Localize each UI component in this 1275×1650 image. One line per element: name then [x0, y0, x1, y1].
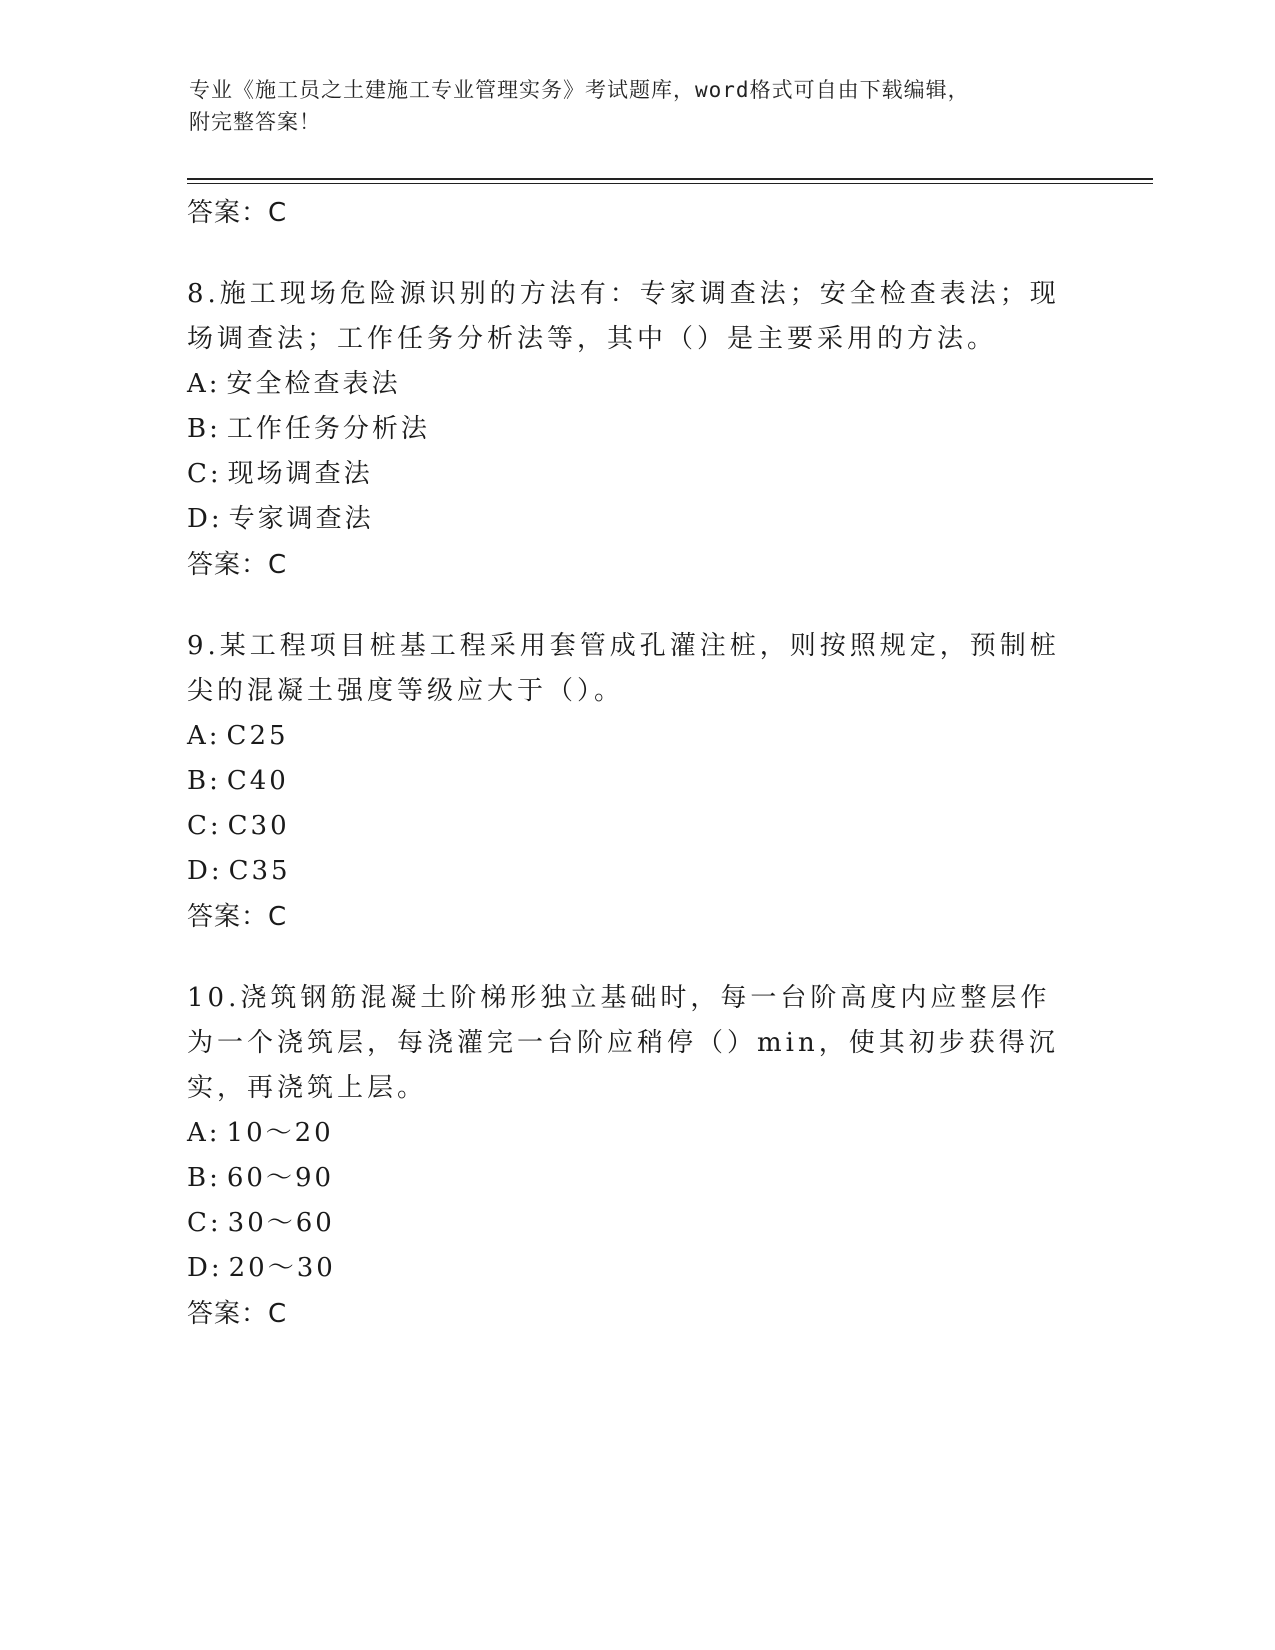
option-text: 安全检查表法: [226, 369, 401, 399]
option-key: C:: [187, 811, 222, 841]
question-stem: 8.施工现场危险源识别的方法有：专家调查法；安全检查表法；现场调查法；工作任务分析法等，其中（）是主要采用的方法。: [187, 279, 1060, 354]
answer-line: 答案：C: [187, 1299, 288, 1329]
option-key: A:: [187, 1118, 221, 1148]
option-d: [187, 1246, 1087, 1291]
document-header: [189, 74, 1069, 138]
question-stem: 10.浇筑钢筋混凝土阶梯形独立基础时，每一台阶高度内应整层作为一个浇筑层，每浇灌完一台阶应稍停（）min，使其初步获得沉实，再浇筑上层。: [187, 983, 1059, 1103]
header-line-2: 附完整答案！: [189, 110, 321, 134]
option-key: A:: [187, 721, 221, 751]
option-c: [187, 1201, 1087, 1246]
answer-line: 答案：C: [187, 902, 288, 932]
option-text: 现场调查法: [227, 459, 373, 489]
option-text: C35: [228, 856, 291, 886]
answer-line: 答案：C: [187, 550, 288, 580]
header-line-1: 专业《施工员之土建施工专业管理实务》考试题库，word格式可自由下载编辑，: [189, 78, 970, 102]
option-key: D:: [187, 1253, 223, 1283]
option-text: C40: [226, 766, 289, 796]
option-text: C30: [227, 811, 290, 841]
option-d: [187, 849, 1087, 894]
question-item: [187, 976, 1087, 1337]
answer-line: 答案：C: [187, 198, 288, 228]
option-b: [187, 759, 1087, 804]
option-key: D:: [187, 504, 223, 534]
option-text: C25: [226, 721, 289, 751]
option-key: B:: [187, 1163, 221, 1193]
option-text: 60～90: [226, 1163, 335, 1193]
option-key: C:: [187, 459, 222, 489]
option-key: B:: [187, 414, 221, 444]
question-item: [187, 272, 1087, 588]
question-list: [187, 190, 1087, 1337]
option-key: B:: [187, 766, 221, 796]
option-text: 专家调查法: [228, 504, 374, 534]
option-a: [187, 1111, 1087, 1156]
option-text: 20～30: [228, 1253, 336, 1283]
option-key: D:: [187, 856, 223, 886]
option-a: [187, 714, 1087, 759]
question-item: [187, 624, 1087, 940]
option-text: 工作任务分析法: [226, 414, 430, 444]
option-a: [187, 362, 1087, 407]
option-d: [187, 497, 1087, 542]
option-b: [187, 407, 1087, 452]
header-rule-thick: [187, 178, 1153, 180]
question-stem: 9.某工程项目桩基工程采用套管成孔灌注桩，则按照规定，预制桩尖的混凝土强度等级应大于（）。: [187, 631, 1060, 706]
option-key: C:: [187, 1208, 222, 1238]
option-text: 30～60: [227, 1208, 335, 1238]
option-text: 10～20: [226, 1118, 334, 1148]
option-key: A:: [187, 369, 221, 399]
option-c: [187, 452, 1087, 497]
option-b: [187, 1156, 1087, 1201]
header-rule-thin: [187, 183, 1153, 184]
option-c: [187, 804, 1087, 849]
